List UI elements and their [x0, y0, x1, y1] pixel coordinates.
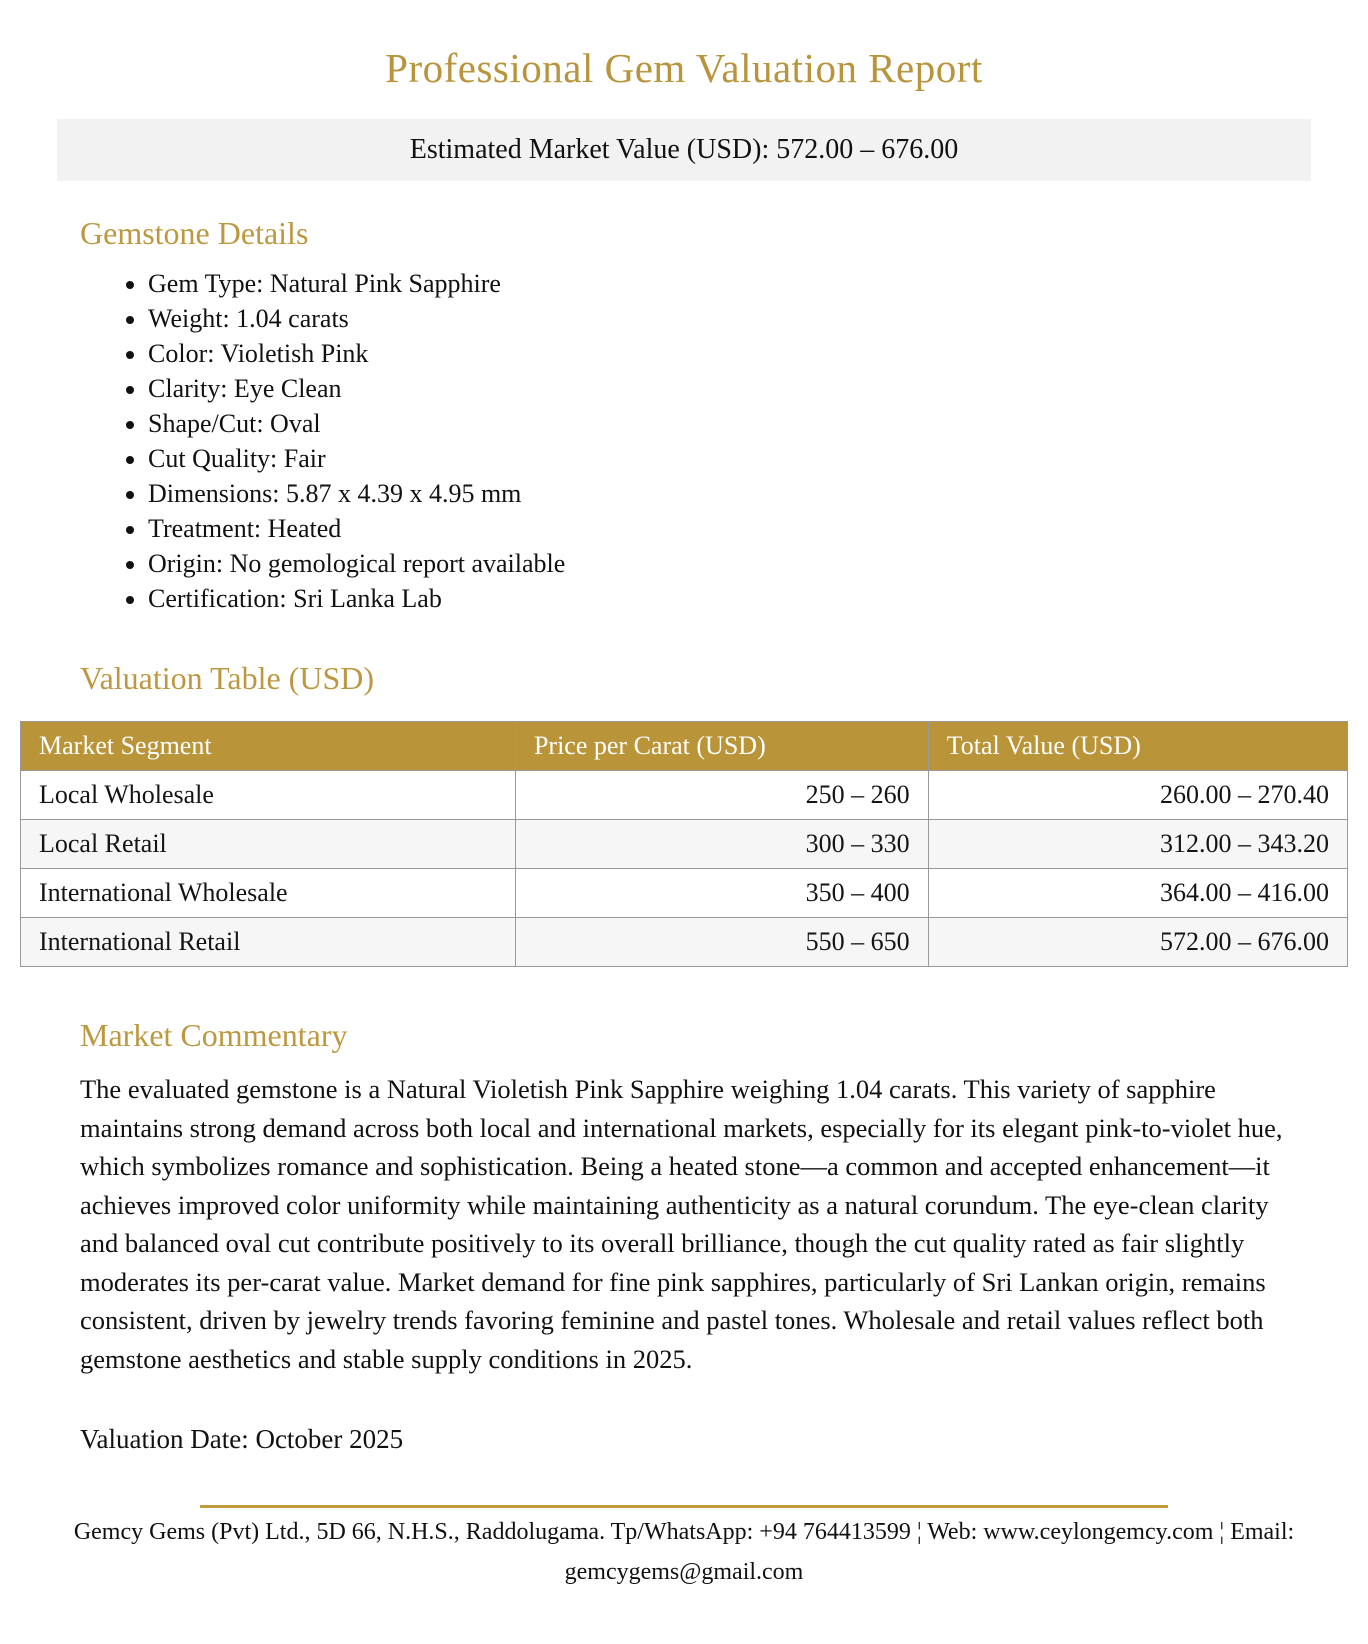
gemstone-details-heading: Gemstone Details	[80, 215, 309, 251]
total-value-cell: 312.00 – 343.20	[928, 820, 1347, 869]
table-row	[21, 771, 1348, 820]
segment-cell: Local Wholesale	[21, 771, 516, 820]
price-per-carat-cell: 250 – 260	[515, 771, 928, 820]
detail-item-clarity: • Clarity: Eye Clean	[148, 371, 1368, 406]
detail-item-certification: • Certification: Sri Lanka Lab	[148, 581, 1368, 616]
detail-item-weight: • Weight: 1.04 carats	[148, 301, 1368, 336]
footer-contact-line: Gemcy Gems (Pvt) Ltd., 5D 66, N.H.S., Raddolugama. Tp/WhatsApp: +94 764413599 ¦ Web: www.ceylongemcy.com ¦ Email:	[73, 1519, 1295, 1545]
valuation-table-heading: Valuation Table (USD)	[80, 660, 374, 696]
market-commentary-paragraph: The evaluated gemstone is a Natural Violetish Pink Sapphire weighing 1.04 carats. This variety of sapphire maintains strong demand across both local and international markets, especially for its elegant pink-to-violet hue, which symbolizes romance and sophistication. Being a heated stone—a common and accepted enhancement—it achieves improved color uniformity while maintaining authenticity as a natural corundum. The eye-clean clarity and balanced oval cut contribute positively to its overall brilliance, though the cut quality rated as fair slightly moderates its per-carat value. Market demand for fine pink sapphires, particularly of Sri Lankan origin, remains consistent, driven by jewelry trends favoring feminine and pastel tones. Wholesale and retail values reflect both gemstone aesthetics and stable supply conditions in 2025.	[80, 1074, 1283, 1374]
detail-item-dimensions: • Dimensions: 5.87 x 4.39 x 4.95 mm	[148, 476, 1368, 511]
detail-item-treatment: • Treatment: Heated	[148, 511, 1368, 546]
detail-item-origin: • Origin: No gemological report available	[148, 546, 1368, 581]
table-row	[21, 918, 1348, 967]
valuation-date: Valuation Date: October 2025	[80, 1424, 404, 1454]
price-per-carat-cell: 350 – 400	[515, 869, 928, 918]
price-per-carat-cell: 550 – 650	[515, 918, 928, 967]
total-value-cell: 572.00 – 676.00	[928, 918, 1347, 967]
gemstone-details-list	[0, 266, 1368, 616]
segment-cell: International Retail	[21, 918, 516, 967]
detail-item-color: • Color: Violetish Pink	[148, 336, 1368, 371]
footer	[0, 1505, 1368, 1592]
column-header-price-per-carat: Price per Carat (USD)	[515, 722, 928, 771]
footer-email-line: gemcygems@gmail.com	[564, 1559, 804, 1585]
detail-item-cut-quality: • Cut Quality: Fair	[148, 441, 1368, 476]
estimated-market-value-text: Estimated Market Value (USD): 572.00 – 676.00	[409, 134, 959, 165]
table-row	[21, 869, 1348, 918]
column-header-total-value: Total Value (USD)	[928, 722, 1347, 771]
segment-cell: Local Retail	[21, 820, 516, 869]
table-header-row	[21, 722, 1348, 771]
column-header-market-segment: Market Segment	[21, 722, 516, 771]
market-commentary-heading: Market Commentary	[80, 1017, 348, 1053]
valuation-table	[20, 721, 1348, 967]
detail-item-gem-type: • Gem Type: Natural Pink Sapphire	[148, 266, 1368, 301]
total-value-cell: 260.00 – 270.40	[928, 771, 1347, 820]
table-row	[21, 820, 1348, 869]
segment-cell: International Wholesale	[21, 869, 516, 918]
page-title: Professional Gem Valuation Report	[385, 45, 983, 91]
total-value-cell: 364.00 – 416.00	[928, 869, 1347, 918]
detail-item-shape-cut: • Shape/Cut: Oval	[148, 406, 1368, 441]
estimated-market-value-banner	[57, 119, 1311, 181]
price-per-carat-cell: 300 – 330	[515, 820, 928, 869]
footer-divider	[200, 1505, 1168, 1508]
